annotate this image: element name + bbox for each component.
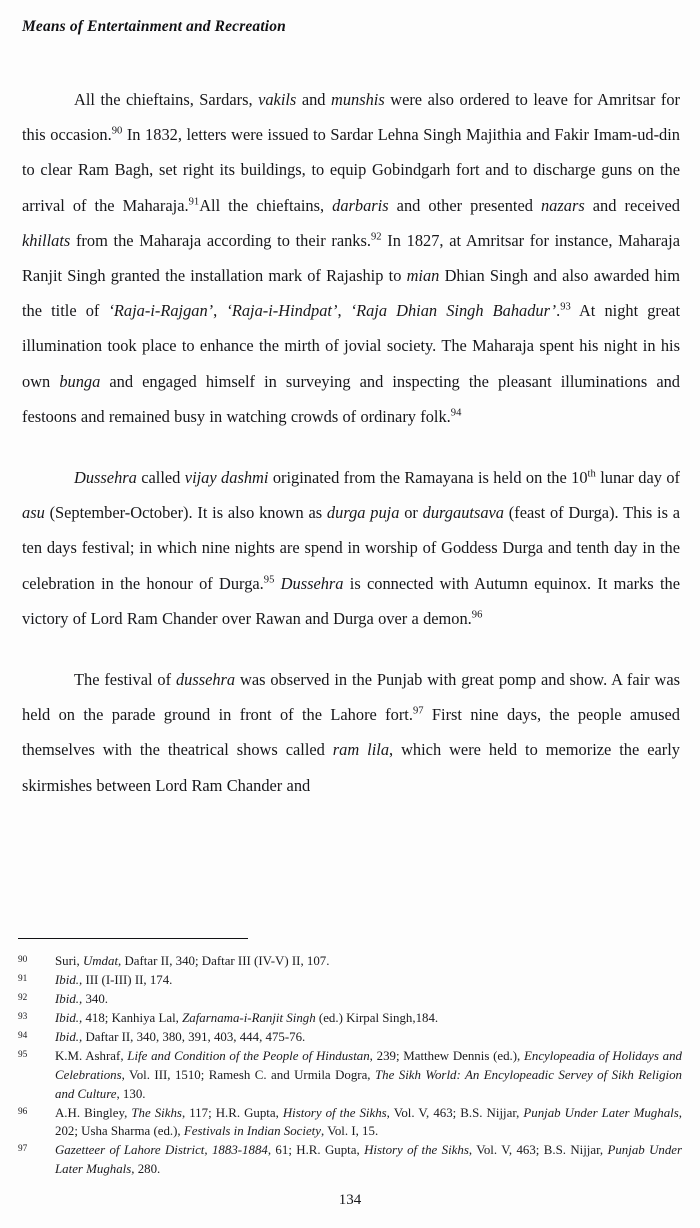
footnote-number: 90 <box>18 955 28 965</box>
footnote-number: 94 <box>18 1031 28 1042</box>
footnote-number: 97 <box>18 1144 28 1155</box>
footnote-entry <box>18 1047 682 1103</box>
footnote-text: Suri, Umdat, Daftar II, 340; Daftar III (IV-V) II, 107. <box>55 954 330 968</box>
footnote-text: Ibid., Daftar II, 340, 380, 391, 403, 444, 475-76. <box>55 1030 306 1045</box>
body-paragraph: The festival of dussehra was observed in the Punjab with great pomp and show. A fair was held on the parade ground in front of the Lahore fort.$^{97}$ First nine days, the people amused themselves with the theatrical shows called ram lila, which were held to memorize the early skirmishes between Lord Ram Chander and <box>22 670 680 795</box>
footnote-list <box>18 952 682 1179</box>
footnote-number: 91 <box>18 974 28 985</box>
footnote-text: Ibid., 340. <box>55 992 108 1007</box>
footnote-entry <box>18 971 682 990</box>
footnote-number: 93 <box>18 1012 28 1023</box>
footnote-entry <box>18 990 682 1009</box>
footnote-separator-rule <box>18 938 248 939</box>
footnote-text: K.M. Ashraf, Life and Condition of the People of Hindustan, 239; Matthew Dennis (ed.), Encylopeadia of Holidays and Celebrations, Vol. III, 1510; Ramesh C. and Urmila Dogra, The Sikh World: An Encylopeadic Servey of Sikh Religion and Culture, 130. <box>55 1049 682 1101</box>
footnote-entry <box>18 1028 682 1047</box>
footnote-text: A.H. Bingley, The Sikhs, 117; H.R. Gupta, History of the Sikhs, Vol. V, 463; B.S. Nijjar, Punjab Under Later Mughals, 202; Usha Sharma (ed.), Festivals in Indian Society, Vol. I, 15. <box>55 1105 682 1139</box>
footnote-entry <box>18 1141 682 1178</box>
body-paragraph: Dussehra called vijay dashmi originated from the Ramayana is held on the 10th lunar day of asu (September-October). It is also known as durga puja or durgautsava (feast of Durga). This is a ten days festival; in which nine nights are spend in worship of Goddess Durga and tenth day in the celebration in the honour of Durga.$^{95}$ Dussehra is connected with Autumn equinox. It marks the victory of Lord Ram Chander over Rawan and Durga over a demon.$^{96}$ <box>22 468 681 628</box>
body-text-block <box>22 82 680 803</box>
footnote-entry <box>18 1104 682 1141</box>
page-number: 134 <box>338 1192 362 1208</box>
footnote-entry <box>18 952 682 971</box>
footnote-number: 95 <box>18 1050 28 1061</box>
footnote-text: Ibid., III (I-III) II, 174. <box>55 973 173 988</box>
footnote-text: Gazetteer of Lahore District, 1883-1884, 61; H.R. Gupta, History of the Sikhs, Vol. V, 463; B.S. Nijjar, Punjab Under Later Mughals, 280. <box>55 1143 683 1177</box>
page-running-head: Means of Entertainment and Recreation <box>22 18 286 35</box>
footnote-number: 92 <box>18 993 28 1004</box>
footnote-text: Ibid., 418; Kanhiya Lal, Zafarnama-i-Ranjit Singh (ed.) Kirpal Singh,184. <box>55 1011 439 1026</box>
body-paragraph: All the chieftains, Sardars, vakils and munshis were also ordered to leave for Amritsar for this occasion.$^{90}$ In 1832, letters were issued to Sardar Lehna Singh Majithia and Fakir Imam-ud-din to clear Ram Bagh, set right its buildings, to equip Gobindgarh fort and to discharge guns on the arrival of the Maharaja.$^{91}$All the chieftains, darbaris and other presented nazars and received khillats from the Maharaja according to their ranks.$^{92}$ In 1827, at Amritsar for instance, Maharaja Ranjit Singh granted the installation mark of Rajaship to mian Dhian Singh and also awarded him the title of ‘Raja-i-Rajgan’, ‘Raja-i-Hindpat’, ‘Raja Dhian Singh Bahadur’.$^{93}$ At night great illumination took place to enhance the mirth of jovial society. The Maharaja spent his night in his own bunga and engaged himself in surveying and inspecting the pleasant illuminations and festoons and remained busy in watching crowds of ordinary folk.$^{94}$ <box>22 90 680 426</box>
footnote-number: 96 <box>18 1106 28 1117</box>
footnote-entry <box>18 1009 682 1028</box>
